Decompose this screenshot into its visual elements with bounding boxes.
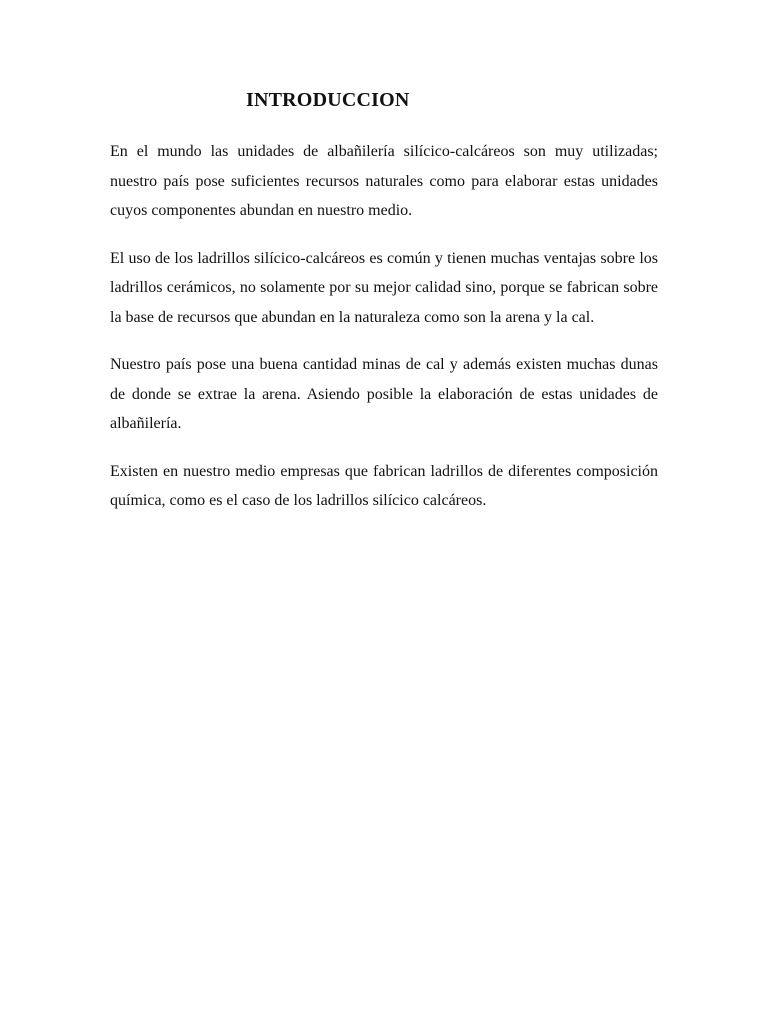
paragraph-3: Nuestro país pose una buena cantidad minas de cal y además existen muchas dunas de donde se extrae la arena. Asiendo posible la elaboración de estas unidades de albañilería. <box>110 356 658 432</box>
paragraph-4: Existen en nuestro medio empresas que fabrican ladrillos de diferentes composición química, como es el caso de los ladrillos silícico calcáreos. <box>110 462 658 509</box>
document-title: INTRODUCCION <box>246 89 410 111</box>
paragraph-2: El uso de los ladrillos silícico-calcáreos es común y tienen muchas ventajas sobre los ladrillos cerámicos, no solamente por su mejor calidad sino, porque se fabrican sobre la base de recursos que abundan en la naturaleza como son la arena y la cal. <box>110 249 658 326</box>
paragraph-1: En el mundo las unidades de albañilería silícico-calcáreos son muy utilizadas; nuestro país pose suficientes recursos naturales como para elaborar estas unidades cuyos componentes abundan en nuestro medio. <box>110 143 658 219</box>
document-body <box>110 137 658 534</box>
